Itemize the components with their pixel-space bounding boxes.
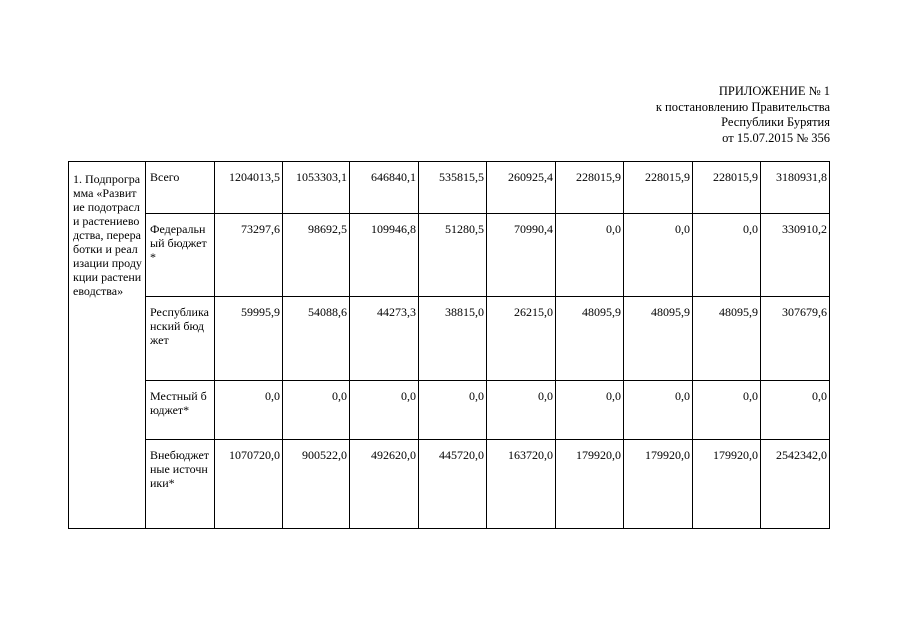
amount-cell: 51280,5 [419, 214, 487, 297]
amount-cell: 54088,6 [283, 297, 350, 381]
amount-cell: 445720,0 [419, 440, 487, 529]
amount-cell: 260925,4 [487, 162, 556, 214]
amount-cell: 70990,4 [487, 214, 556, 297]
amount-cell: 646840,1 [350, 162, 419, 214]
total-value-cell: 0,0 [761, 381, 830, 440]
amount-cell: 0,0 [215, 381, 283, 440]
appendix-header [656, 84, 830, 146]
amount-cell: 228015,9 [556, 162, 624, 214]
total-value-cell: 330910,2 [761, 214, 830, 297]
amount-cell: 0,0 [624, 214, 693, 297]
table-row [69, 381, 830, 440]
amount-cell: 38815,0 [419, 297, 487, 381]
amount-cell: 179920,0 [624, 440, 693, 529]
amount-cell: 900522,0 [283, 440, 350, 529]
amount-cell: 48095,9 [693, 297, 761, 381]
amount-cell: 98692,5 [283, 214, 350, 297]
amount-cell: 0,0 [556, 214, 624, 297]
amount-cell: 163720,0 [487, 440, 556, 529]
amount-cell: 0,0 [419, 381, 487, 440]
amount-cell: 48095,9 [624, 297, 693, 381]
funding-source-cell: Федеральный бюджет * [146, 214, 215, 297]
appendix-title: ПРИЛОЖЕНИЕ № 1 [718, 84, 830, 98]
table-row [69, 440, 830, 529]
amount-cell: 1070720,0 [215, 440, 283, 529]
amount-cell: 0,0 [624, 381, 693, 440]
table-row [69, 297, 830, 381]
amount-cell: 228015,9 [624, 162, 693, 214]
amount-cell: 179920,0 [556, 440, 624, 529]
amount-cell: 0,0 [693, 381, 761, 440]
amount-cell: 44273,3 [350, 297, 419, 381]
funding-source-cell: Внебюджетные источники* [146, 440, 215, 529]
amount-cell: 109946,8 [350, 214, 419, 297]
amount-cell: 0,0 [556, 381, 624, 440]
amount-cell: 48095,9 [556, 297, 624, 381]
table-row [69, 162, 830, 214]
budget-table [68, 161, 830, 529]
amount-cell: 59995,9 [215, 297, 283, 381]
total-value-cell: 307679,6 [761, 297, 830, 381]
amount-cell: 1204013,5 [215, 162, 283, 214]
total-value-cell: 3180931,8 [761, 162, 830, 214]
funding-source-cell: Местный бюджет* [146, 381, 215, 440]
table-row [69, 214, 830, 297]
amount-cell: 0,0 [487, 381, 556, 440]
amount-cell: 535815,5 [419, 162, 487, 214]
amount-cell: 0,0 [283, 381, 350, 440]
subprogram-name-cell: 1. Подпрограмма «Развитие подотрасли растениеводства, переработки и реализации продукции растениеводства» [69, 162, 146, 529]
amount-cell: 26215,0 [487, 297, 556, 381]
amount-cell: 228015,9 [693, 162, 761, 214]
appendix-resolution: к постановлению Правительства [655, 99, 830, 114]
funding-source-cell: Республиканский бюджет [146, 297, 215, 381]
amount-cell: 73297,6 [215, 214, 283, 297]
amount-cell: 492620,0 [350, 440, 419, 529]
appendix-republic: Республики Бурятия [721, 115, 830, 129]
amount-cell: 0,0 [350, 381, 419, 440]
appendix-date-number: от 15.07.2015 № 356 [722, 130, 830, 145]
amount-cell: 0,0 [693, 214, 761, 297]
amount-cell: 179920,0 [693, 440, 761, 529]
total-value-cell: 2542342,0 [761, 440, 830, 529]
amount-cell: 1053303,1 [283, 162, 350, 214]
funding-source-cell: Всего [146, 162, 215, 214]
